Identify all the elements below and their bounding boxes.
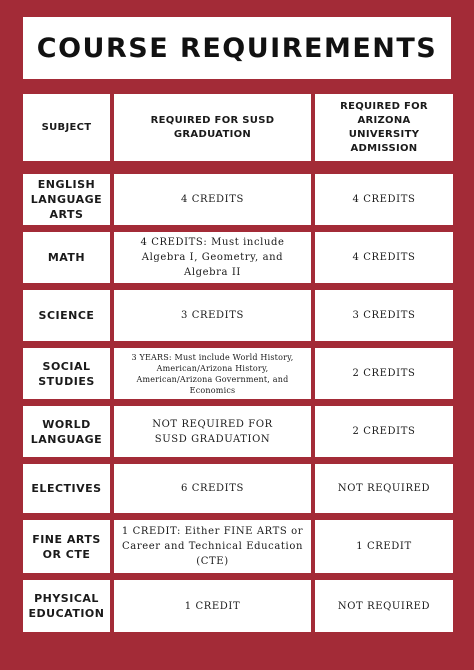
susd-requirement-cell: 6 CREDITS xyxy=(114,464,311,513)
arizona-requirement-cell: 4 CREDITS xyxy=(315,232,453,283)
susd-requirement-cell: 3 YEARS: Must include World History, American/Arizona History, American/Arizona Government, and Economics xyxy=(114,348,311,399)
title-banner xyxy=(23,17,451,79)
arizona-requirement-cell: 2 CREDITS xyxy=(315,348,453,399)
susd-requirement-cell: 4 CREDITS xyxy=(114,174,311,225)
subject-cell: FINE ARTS OR CTE xyxy=(23,520,110,573)
subject-cell: MATH xyxy=(23,232,110,283)
susd-requirement-cell: NOT REQUIRED FOR SUSD GRADUATION xyxy=(114,406,311,457)
table-row xyxy=(23,580,453,632)
table-row xyxy=(23,348,453,399)
subject-cell: WORLD LANGUAGE xyxy=(23,406,110,457)
arizona-requirement-cell: 1 CREDIT xyxy=(315,520,453,573)
header-subject: SUBJECT xyxy=(23,94,110,161)
arizona-requirement-cell: 2 CREDITS xyxy=(315,406,453,457)
header-arizona-admission: REQUIRED FOR ARIZONA UNIVERSITY ADMISSION xyxy=(315,94,453,161)
table-row xyxy=(23,520,453,573)
page-title: COURSE REQUIREMENTS xyxy=(36,32,438,64)
table-row xyxy=(23,406,453,457)
arizona-requirement-cell: NOT REQUIRED xyxy=(315,580,453,632)
subject-cell: PHYSICAL EDUCATION xyxy=(23,580,110,632)
susd-requirement-cell: 1 CREDIT: Either FINE ARTS or Career and Technical Education (CTE) xyxy=(114,520,311,573)
header-susd-graduation: REQUIRED FOR SUSD GRADUATION xyxy=(114,94,311,161)
arizona-requirement-cell: 3 CREDITS xyxy=(315,290,453,341)
table-row xyxy=(23,232,453,283)
table-row xyxy=(23,290,453,341)
subject-cell: SOCIAL STUDIES xyxy=(23,348,110,399)
table-row xyxy=(23,464,453,513)
susd-requirement-cell: 3 CREDITS xyxy=(114,290,311,341)
arizona-requirement-cell: NOT REQUIRED xyxy=(315,464,453,513)
susd-requirement-cell: 4 CREDITS: Must include Algebra I, Geometry, and Algebra II xyxy=(114,232,311,283)
susd-requirement-cell: 1 CREDIT xyxy=(114,580,311,632)
arizona-requirement-cell: 4 CREDITS xyxy=(315,174,453,225)
subject-cell: ENGLISH LANGUAGE ARTS xyxy=(23,174,110,225)
subject-cell: SCIENCE xyxy=(23,290,110,341)
table-row xyxy=(23,174,453,225)
subject-cell: ELECTIVES xyxy=(23,464,110,513)
table-header-row xyxy=(23,94,453,161)
